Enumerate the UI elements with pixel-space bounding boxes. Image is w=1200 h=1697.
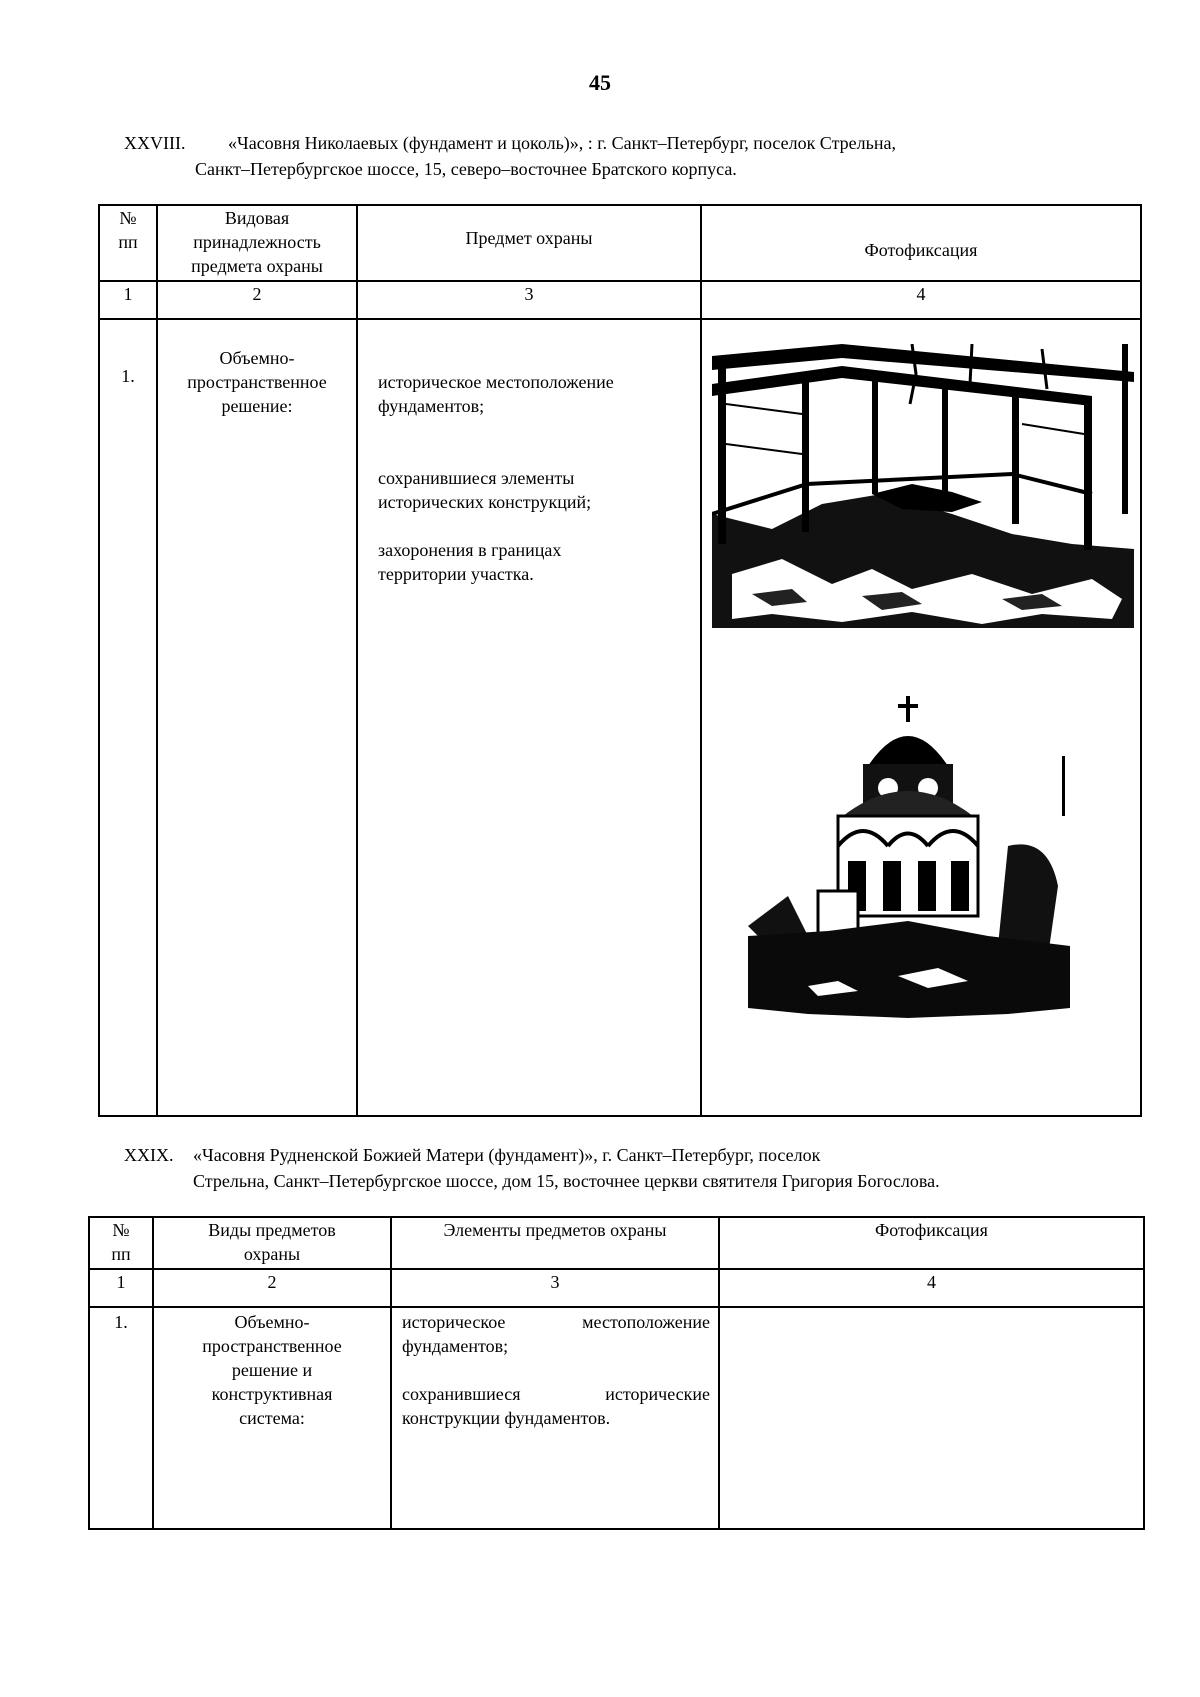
- section-title-line1: «Часовня Николаевых (фундамент и цоколь)», : г. Санкт–Петербург, поселок Стрельна,: [228, 133, 896, 153]
- t2-header-type: [153, 1217, 391, 1269]
- table2-header-row: [89, 1217, 1144, 1269]
- protection-table-1: [98, 204, 1142, 1117]
- header-subject: [357, 205, 701, 281]
- header-photo-text: Фотофиксация: [864, 240, 978, 260]
- section-title-line2: Санкт–Петербургское шоссе, 15, северо–восточнее Братского корпуса.: [195, 159, 737, 179]
- t2-row-no: [89, 1307, 153, 1529]
- row-no-text: 1.: [121, 366, 135, 386]
- t2-col-number-3: 3: [391, 1269, 719, 1307]
- t2-header-no-line1: №: [112, 1220, 130, 1240]
- t2-row-no-text: 1.: [114, 1312, 128, 1332]
- row-type-line3: решение:: [221, 396, 293, 416]
- t2-header-no: [89, 1217, 153, 1269]
- protection-table-2: [88, 1216, 1145, 1530]
- pavilion-photo: [712, 344, 1134, 628]
- header-type: [157, 205, 357, 281]
- t2-row-type-line2: пространственное: [202, 1336, 342, 1356]
- section2-title-line1: «Часовня Рудненской Божией Матери (фундамент)», г. Санкт–Петербург, поселок: [193, 1145, 821, 1165]
- item3-line2: территории участка.: [378, 564, 534, 584]
- page-number: 45: [589, 70, 611, 95]
- col-number-1: 1: [99, 281, 157, 319]
- table-row: [99, 319, 1141, 1116]
- header-type-line2: принадлежность: [193, 232, 321, 252]
- section2-title-line2: Стрельна, Санкт–Петербургское шоссе, дом 15, восточнее церкви святителя Григория Богослова.: [193, 1171, 940, 1191]
- item2-line1: сохранившиеся элементы: [378, 468, 575, 488]
- item1-line1: историческое местоположение: [378, 372, 614, 392]
- column-number-row: [99, 281, 1141, 319]
- col-number-3: 3: [357, 281, 701, 319]
- col-number-4: 4: [701, 281, 1141, 319]
- header-no-line1: №: [119, 208, 137, 228]
- col-number-2: 2: [157, 281, 357, 319]
- table2-row: [89, 1307, 1144, 1529]
- section-number: XXVIII.: [124, 133, 186, 153]
- t2-row-type-line1: Объемно-: [234, 1312, 310, 1332]
- table-header-row: [99, 205, 1141, 281]
- t2-item2: сохранившиеся исторические конструкции фундаментов.: [402, 1384, 710, 1428]
- t2-header-type-line2: охраны: [243, 1244, 301, 1264]
- row-subject: [357, 319, 701, 1116]
- header-subject-text: Предмет охраны: [465, 228, 593, 248]
- section2-number: XXIX.: [124, 1145, 174, 1165]
- t2-row-type-line3: решение и: [231, 1360, 313, 1380]
- header-no: [99, 205, 157, 281]
- t2-item1: историческое местоположение фундаментов;: [402, 1312, 710, 1356]
- t2-header-type-line1: Виды предметов: [208, 1220, 336, 1240]
- t2-row-type-line4: конструктивная: [211, 1384, 333, 1404]
- item3-line1: захоронения в границах: [378, 540, 562, 560]
- row-no: [99, 319, 157, 1116]
- item2-line2: исторических конструкций;: [378, 492, 592, 512]
- t2-col-number-4: 4: [719, 1269, 1144, 1307]
- header-type-line1: Видовая: [224, 208, 290, 228]
- table2-column-number-row: [89, 1269, 1144, 1307]
- t2-row-type: [153, 1307, 391, 1529]
- header-no-line2: пп: [118, 232, 138, 252]
- row-type: [157, 319, 357, 1116]
- row-type-line2: пространственное: [187, 372, 327, 392]
- t2-row-photo: [719, 1307, 1144, 1529]
- t2-header-subject: Элементы предметов охраны: [391, 1217, 719, 1269]
- row-photo: [701, 319, 1141, 1116]
- chapel-photo: [748, 696, 1070, 1026]
- t2-header-no-line2: пп: [111, 1244, 131, 1264]
- t2-row-type-line5: система:: [239, 1408, 305, 1428]
- item1-line2: фундаментов;: [378, 396, 485, 416]
- header-photo: [701, 205, 1141, 281]
- t2-row-subject: [391, 1307, 719, 1529]
- row-type-line1: Объемно-: [219, 348, 295, 368]
- t2-col-number-1: 1: [89, 1269, 153, 1307]
- t2-col-number-2: 2: [153, 1269, 391, 1307]
- t2-header-photo: Фотофиксация: [719, 1217, 1144, 1269]
- header-type-line3: предмета охраны: [191, 256, 323, 276]
